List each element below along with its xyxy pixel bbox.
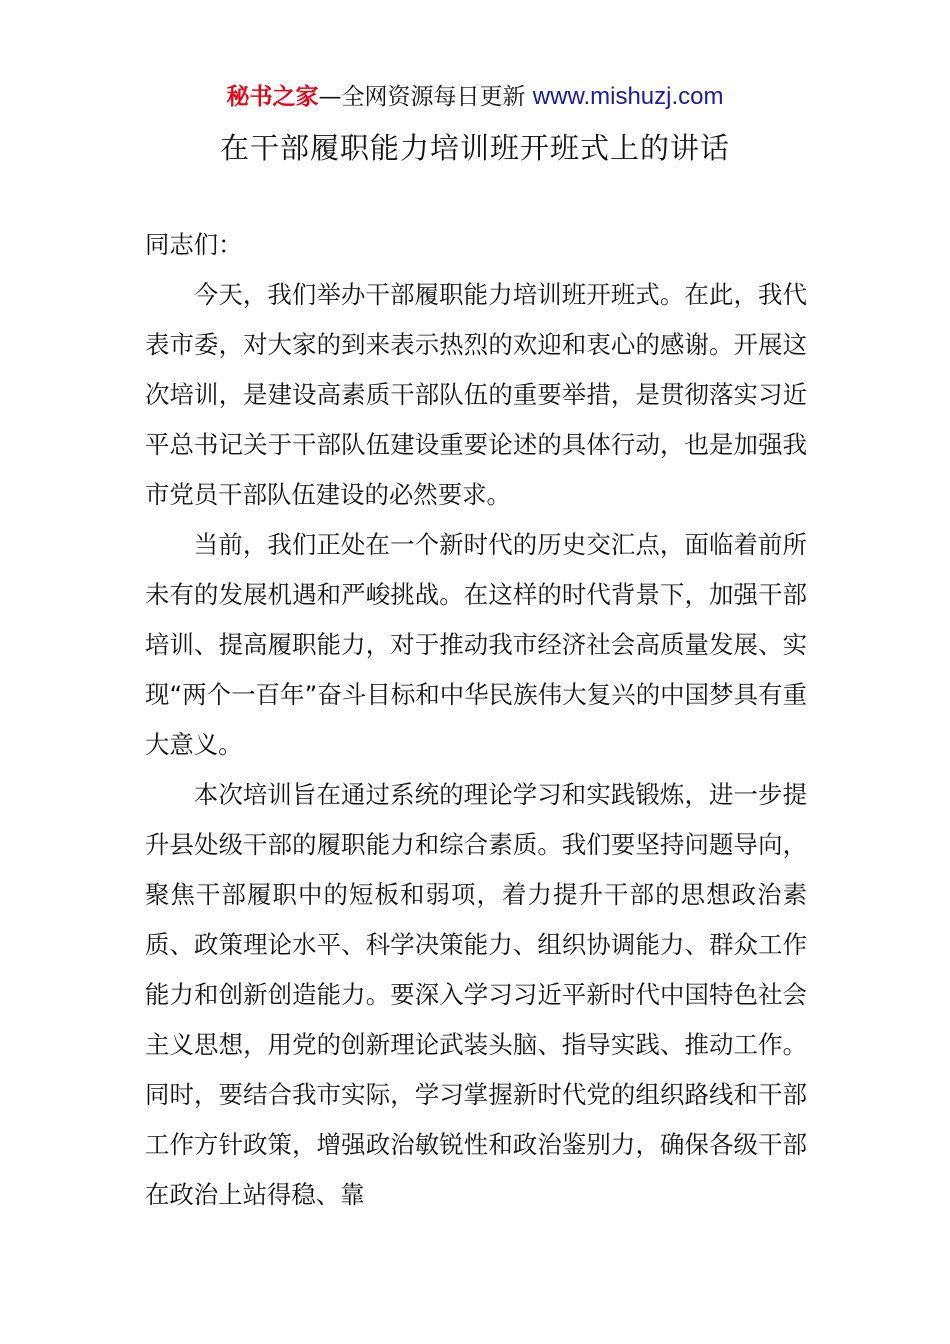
document-title: 在干部履职能力培训班开班式上的讲话 (219, 131, 730, 165)
site-url-link[interactable]: www.mishuzj.com (532, 83, 724, 110)
salutation: 同志们： (145, 230, 243, 259)
site-header (0, 80, 950, 114)
paragraph: 本次培训旨在通过系统的理论学习和实践锻炼，进一步提升县处级干部的履职能力和综合素质。我们要坚持问题导向，聚焦干部履职中的短板和弱项，着力提升干部的思想政治素质、政策理论水平、科学决策能力、组织协调能力、群众工作能力和创新创造能力。要深入学习习近平新时代中国特色社会主义思想，用党的创新理论武装头脑、指导实践、推动工作。同时，要结合我市实际，学习掌握新时代党的组织路线和干部工作方针政策，增强政治敏锐性和政治鉴别力，确保各级干部在政治上站得稳、靠 (145, 780, 807, 1209)
paragraph: 当前，我们正处在一个新时代的历史交汇点，面临着前所未有的发展机遇和严峻挑战。在这样的时代背景下，加强干部培训、提高履职能力，对于推动我市经济社会高质量发展、实现“两个一百年”奋斗目标和中华民族伟大复兴的中国梦具有重大意义。 (145, 530, 807, 759)
document-body (145, 220, 807, 1220)
site-brand: 秘书之家 (226, 84, 319, 110)
site-tagline: —全网资源每日更新 (318, 84, 526, 110)
paragraph: 今天，我们举办干部履职能力培训班开班式。在此，我代表市委，对大家的到来表示热烈的欢迎和衷心的感谢。开展这次培训，是建设高素质干部队伍的重要举措，是贯彻落实习近平总书记关于干部队伍建设重要论述的具体行动，也是加强我市党员干部队伍建设的必然要求。 (145, 280, 807, 509)
